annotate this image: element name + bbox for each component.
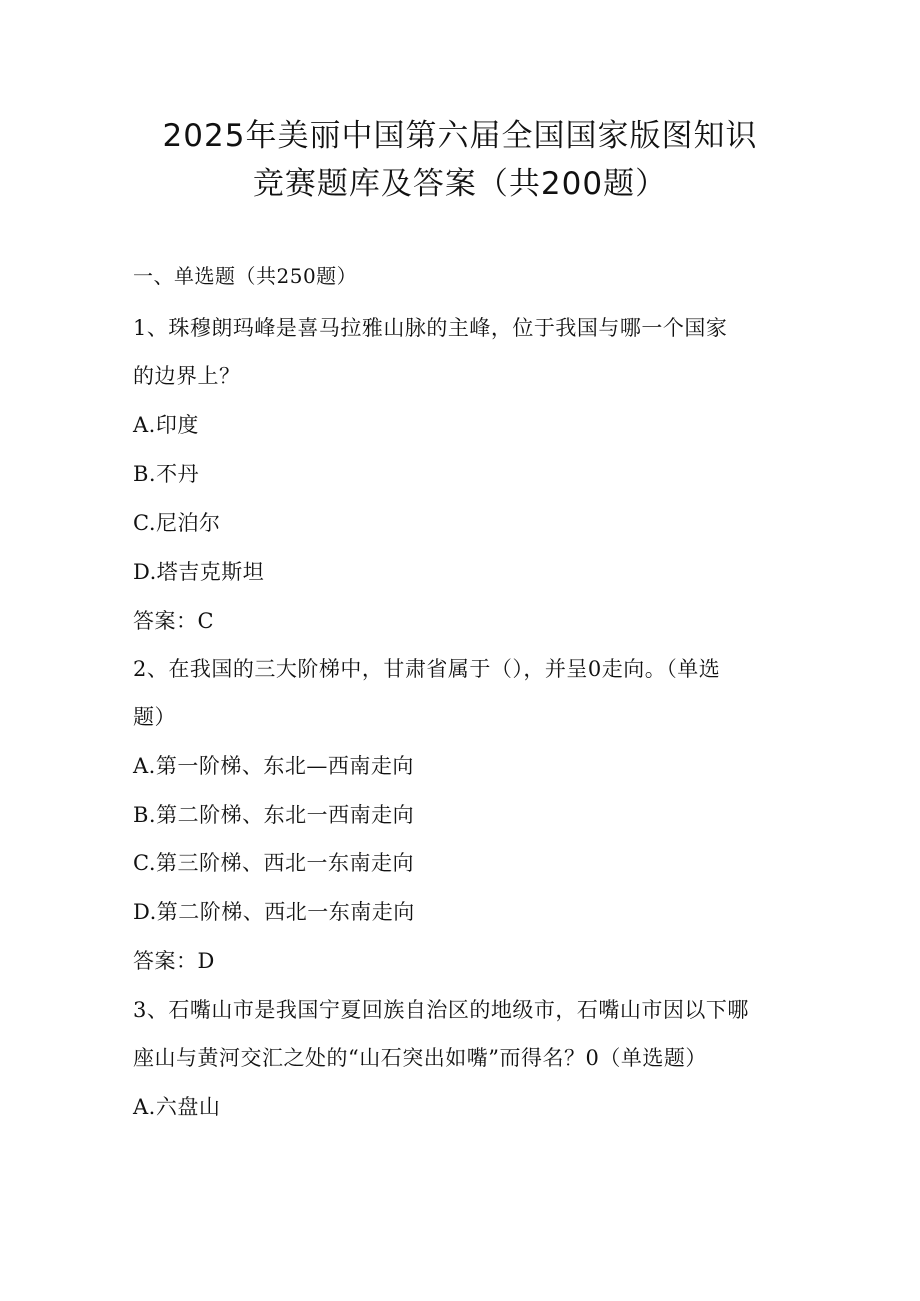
question-1-option-b: B.不丹 xyxy=(133,462,200,486)
question-1-option-d: D.塔吉克斯坦 xyxy=(133,560,265,584)
question-3-stem-line-1: 3、石嘴山市是我国宁夏回族自治区的地级市，石嘴山市因以下哪 xyxy=(133,998,749,1022)
document-title-line-1: 2025年美丽中国第六届全国国家版图知识 xyxy=(162,118,758,154)
question-1-option-c: C.尼泊尔 xyxy=(133,511,221,535)
question-2-option-a: A.第一阶梯、东北—西南走向 xyxy=(133,754,414,778)
question-2-option-c: C.第三阶梯、西北一东南走向 xyxy=(133,851,414,875)
question-1-stem-line-2: 的边界上？ xyxy=(133,364,241,388)
question-2-option-b: B.第二阶梯、东北一西南走向 xyxy=(133,803,415,827)
question-3-option-a: A.六盘山 xyxy=(133,1095,221,1119)
question-3-stem-line-2: 座山与黄河交汇之处的“山石突出如嘴”而得名？0（单选题） xyxy=(133,1046,707,1070)
question-2-stem-line-1: 2、在我国的三大阶梯中，甘肃省属于（），并呈0走向。（单选 xyxy=(133,657,721,681)
question-2-answer: 答案：D xyxy=(133,949,215,973)
question-1-option-a: A.印度 xyxy=(133,413,199,437)
section-heading: 一、单选题（共250题） xyxy=(133,264,358,288)
question-2-stem-line-2: 题） xyxy=(133,705,176,729)
document-title-line-2: 竞赛题库及答案（共200题） xyxy=(252,166,668,202)
question-1-answer: 答案：C xyxy=(133,609,215,633)
question-1-stem-line-1: 1、珠穆朗玛峰是喜马拉雅山脉的主峰，位于我国与哪一个国家 xyxy=(133,316,728,340)
question-2-option-d: D.第二阶梯、西北一东南走向 xyxy=(133,900,415,924)
